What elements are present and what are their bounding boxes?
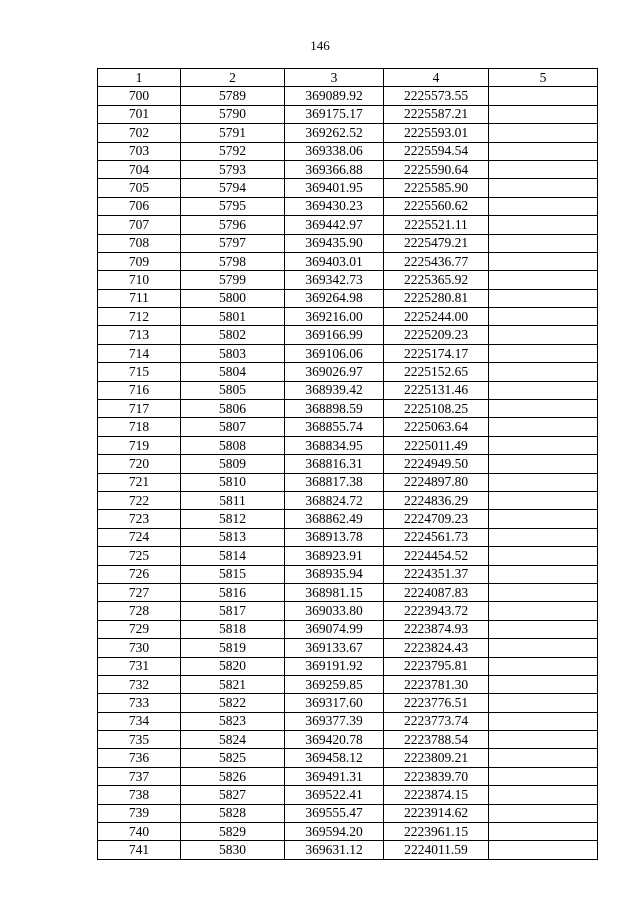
table-cell-col-4: 2225209.23 — [384, 326, 489, 344]
table-row — [98, 216, 598, 234]
table-cell-col-5 — [489, 308, 598, 326]
table-cell-col-2: 5817 — [181, 602, 285, 620]
table-row — [98, 565, 598, 583]
table-cell-col-5 — [489, 547, 598, 565]
table-cell-col-2: 5820 — [181, 657, 285, 675]
table-body — [98, 87, 598, 859]
table-cell-col-3: 369033.80 — [285, 602, 384, 620]
table-cell-col-4: 2224011.59 — [384, 841, 489, 859]
table-cell-col-5 — [489, 363, 598, 381]
table-cell-col-1: 737 — [98, 767, 181, 785]
table-cell-col-1: 717 — [98, 400, 181, 418]
table-cell-col-3: 369089.92 — [285, 87, 384, 105]
table-row — [98, 271, 598, 289]
table-row — [98, 326, 598, 344]
table-cell-col-5 — [489, 455, 598, 473]
table-cell-col-5 — [489, 252, 598, 270]
table-row — [98, 786, 598, 804]
table-cell-col-3: 369026.97 — [285, 363, 384, 381]
table-cell-col-5 — [489, 289, 598, 307]
table-cell-col-3: 369106.06 — [285, 344, 384, 362]
table-cell-col-5 — [489, 344, 598, 362]
table-cell-col-4: 2224836.29 — [384, 491, 489, 509]
table-cell-col-4: 2225594.54 — [384, 142, 489, 160]
table-cell-col-1: 739 — [98, 804, 181, 822]
table-cell-col-2: 5830 — [181, 841, 285, 859]
column-header-3: 3 — [285, 69, 384, 87]
table-cell-col-5 — [489, 234, 598, 252]
table-row — [98, 289, 598, 307]
table-cell-col-2: 5801 — [181, 308, 285, 326]
table-row — [98, 436, 598, 454]
table-cell-col-5 — [489, 749, 598, 767]
table-cell-col-2: 5821 — [181, 675, 285, 693]
table-cell-col-2: 5816 — [181, 583, 285, 601]
table-cell-col-3: 368981.15 — [285, 583, 384, 601]
table-cell-col-4: 2225174.17 — [384, 344, 489, 362]
table-cell-col-2: 5792 — [181, 142, 285, 160]
table-cell-col-5 — [489, 767, 598, 785]
table-row — [98, 105, 598, 123]
table-row — [98, 731, 598, 749]
table-cell-col-2: 5807 — [181, 418, 285, 436]
table-cell-col-1: 716 — [98, 381, 181, 399]
table-cell-col-5 — [489, 675, 598, 693]
table-cell-col-3: 368913.78 — [285, 528, 384, 546]
table-cell-col-2: 5796 — [181, 216, 285, 234]
table-cell-col-3: 369191.92 — [285, 657, 384, 675]
table-row — [98, 252, 598, 270]
table-cell-col-4: 2224087.83 — [384, 583, 489, 601]
table-cell-col-5 — [489, 142, 598, 160]
table-cell-col-4: 2225436.77 — [384, 252, 489, 270]
table-cell-col-1: 728 — [98, 602, 181, 620]
table-cell-col-5 — [489, 694, 598, 712]
table-cell-col-2: 5804 — [181, 363, 285, 381]
table-cell-col-1: 714 — [98, 344, 181, 362]
table-cell-col-5 — [489, 583, 598, 601]
table-cell-col-3: 368816.31 — [285, 455, 384, 473]
table-cell-col-4: 2225011.49 — [384, 436, 489, 454]
table-cell-col-2: 5826 — [181, 767, 285, 785]
table-cell-col-1: 729 — [98, 620, 181, 638]
table-cell-col-2: 5818 — [181, 620, 285, 638]
table-cell-col-2: 5791 — [181, 124, 285, 142]
table-row — [98, 675, 598, 693]
table-cell-col-2: 5799 — [181, 271, 285, 289]
table-cell-col-4: 2225521.11 — [384, 216, 489, 234]
table-cell-col-2: 5789 — [181, 87, 285, 105]
table-cell-col-1: 734 — [98, 712, 181, 730]
table-cell-col-4: 2224949.50 — [384, 455, 489, 473]
table-cell-col-5 — [489, 105, 598, 123]
table-cell-col-4: 2225590.64 — [384, 160, 489, 178]
table-cell-col-5 — [489, 528, 598, 546]
table-cell-col-5 — [489, 87, 598, 105]
table-cell-col-4: 2223914.62 — [384, 804, 489, 822]
table-cell-col-1: 725 — [98, 547, 181, 565]
table-cell-col-5 — [489, 400, 598, 418]
table-cell-col-4: 2223943.72 — [384, 602, 489, 620]
table-cell-col-4: 2225593.01 — [384, 124, 489, 142]
table-cell-col-3: 369420.78 — [285, 731, 384, 749]
table-cell-col-3: 369259.85 — [285, 675, 384, 693]
table-cell-col-3: 369403.01 — [285, 252, 384, 270]
column-header-5: 5 — [489, 69, 598, 87]
table-cell-col-3: 368824.72 — [285, 491, 384, 509]
table-cell-col-1: 706 — [98, 197, 181, 215]
table-cell-col-2: 5800 — [181, 289, 285, 307]
table-cell-col-2: 5824 — [181, 731, 285, 749]
table-cell-col-3: 369430.23 — [285, 197, 384, 215]
table-cell-col-5 — [489, 786, 598, 804]
table-cell-col-3: 368817.38 — [285, 473, 384, 491]
table-cell-col-3: 369522.41 — [285, 786, 384, 804]
table-cell-col-2: 5795 — [181, 197, 285, 215]
table-cell-col-5 — [489, 731, 598, 749]
table-cell-col-1: 718 — [98, 418, 181, 436]
table-row — [98, 308, 598, 326]
table-cell-col-4: 2225585.90 — [384, 179, 489, 197]
table-row — [98, 804, 598, 822]
table-row — [98, 455, 598, 473]
table-cell-col-2: 5827 — [181, 786, 285, 804]
table-row — [98, 639, 598, 657]
table-cell-col-3: 369264.98 — [285, 289, 384, 307]
table-cell-col-5 — [489, 804, 598, 822]
table-cell-col-4: 2225573.55 — [384, 87, 489, 105]
table-row — [98, 602, 598, 620]
table-cell-col-4: 2225131.46 — [384, 381, 489, 399]
table-cell-col-4: 2223773.74 — [384, 712, 489, 730]
table-row — [98, 491, 598, 509]
table-row — [98, 547, 598, 565]
table-cell-col-1: 730 — [98, 639, 181, 657]
table-cell-col-1: 721 — [98, 473, 181, 491]
table-cell-col-2: 5819 — [181, 639, 285, 657]
table-cell-col-5 — [489, 216, 598, 234]
table-cell-col-4: 2225280.81 — [384, 289, 489, 307]
table-cell-col-5 — [489, 657, 598, 675]
table-cell-col-3: 369377.39 — [285, 712, 384, 730]
table-cell-col-2: 5829 — [181, 823, 285, 841]
table-cell-col-4: 2223781.30 — [384, 675, 489, 693]
table-cell-col-1: 722 — [98, 491, 181, 509]
table-cell-col-3: 369216.00 — [285, 308, 384, 326]
table-row — [98, 142, 598, 160]
table-cell-col-4: 2223874.15 — [384, 786, 489, 804]
table-row — [98, 694, 598, 712]
table-cell-col-4: 2224709.23 — [384, 510, 489, 528]
table-row — [98, 841, 598, 859]
table-cell-col-3: 369175.17 — [285, 105, 384, 123]
table-cell-col-5 — [489, 565, 598, 583]
table-cell-col-4: 2223809.21 — [384, 749, 489, 767]
table-cell-col-3: 369262.52 — [285, 124, 384, 142]
table-cell-col-3: 368923.91 — [285, 547, 384, 565]
table-cell-col-5 — [489, 160, 598, 178]
table-cell-col-3: 369458.12 — [285, 749, 384, 767]
table-cell-col-4: 2224454.52 — [384, 547, 489, 565]
table-cell-col-3: 369317.60 — [285, 694, 384, 712]
table-cell-col-2: 5822 — [181, 694, 285, 712]
table-cell-col-3: 368939.42 — [285, 381, 384, 399]
table-cell-col-2: 5813 — [181, 528, 285, 546]
table-cell-col-1: 700 — [98, 87, 181, 105]
table-cell-col-4: 2223776.51 — [384, 694, 489, 712]
table-cell-col-1: 731 — [98, 657, 181, 675]
table-cell-col-2: 5810 — [181, 473, 285, 491]
table-row — [98, 381, 598, 399]
table-cell-col-5 — [489, 639, 598, 657]
table-cell-col-5 — [489, 620, 598, 638]
table-cell-col-2: 5802 — [181, 326, 285, 344]
table-cell-col-5 — [489, 197, 598, 215]
table-cell-col-3: 369442.97 — [285, 216, 384, 234]
table-cell-col-1: 713 — [98, 326, 181, 344]
table-cell-col-3: 369074.99 — [285, 620, 384, 638]
table-cell-col-5 — [489, 602, 598, 620]
table-cell-col-4: 2223874.93 — [384, 620, 489, 638]
table-cell-col-1: 723 — [98, 510, 181, 528]
table-cell-col-2: 5814 — [181, 547, 285, 565]
table-row — [98, 363, 598, 381]
table-cell-col-1: 740 — [98, 823, 181, 841]
table-cell-col-2: 5790 — [181, 105, 285, 123]
table-cell-col-1: 732 — [98, 675, 181, 693]
table-row — [98, 400, 598, 418]
table-cell-col-3: 369166.99 — [285, 326, 384, 344]
table-cell-col-1: 709 — [98, 252, 181, 270]
table-row — [98, 124, 598, 142]
table-row — [98, 160, 598, 178]
table-cell-col-3: 369338.06 — [285, 142, 384, 160]
table-cell-col-1: 735 — [98, 731, 181, 749]
table-cell-col-4: 2223824.43 — [384, 639, 489, 657]
coordinates-table — [97, 68, 598, 860]
table-row — [98, 749, 598, 767]
table-cell-col-3: 368898.59 — [285, 400, 384, 418]
table-row — [98, 657, 598, 675]
table-cell-col-5 — [489, 179, 598, 197]
table-row — [98, 344, 598, 362]
table-cell-col-3: 369435.90 — [285, 234, 384, 252]
table-cell-col-1: 712 — [98, 308, 181, 326]
table-cell-col-5 — [489, 823, 598, 841]
table-cell-col-3: 369401.95 — [285, 179, 384, 197]
table-row — [98, 823, 598, 841]
table-cell-col-2: 5805 — [181, 381, 285, 399]
table-row — [98, 620, 598, 638]
table-cell-col-4: 2224897.80 — [384, 473, 489, 491]
table-cell-col-5 — [489, 473, 598, 491]
table-cell-col-4: 2225152.65 — [384, 363, 489, 381]
table-cell-col-1: 710 — [98, 271, 181, 289]
table-cell-col-4: 2225479.21 — [384, 234, 489, 252]
table-cell-col-3: 369366.88 — [285, 160, 384, 178]
table-cell-col-2: 5812 — [181, 510, 285, 528]
table-row — [98, 712, 598, 730]
table-cell-col-3: 369133.67 — [285, 639, 384, 657]
table-cell-col-2: 5797 — [181, 234, 285, 252]
table-cell-col-2: 5794 — [181, 179, 285, 197]
table-cell-col-1: 727 — [98, 583, 181, 601]
table-row — [98, 179, 598, 197]
table-row — [98, 418, 598, 436]
table-cell-col-5 — [489, 712, 598, 730]
table-cell-col-5 — [489, 436, 598, 454]
table-row — [98, 528, 598, 546]
table-row — [98, 197, 598, 215]
table-cell-col-1: 704 — [98, 160, 181, 178]
table-cell-col-1: 701 — [98, 105, 181, 123]
table-cell-col-4: 2223795.81 — [384, 657, 489, 675]
table-cell-col-5 — [489, 271, 598, 289]
table-cell-col-5 — [489, 326, 598, 344]
table-cell-col-4: 2224561.73 — [384, 528, 489, 546]
table-cell-col-5 — [489, 124, 598, 142]
table-cell-col-5 — [489, 510, 598, 528]
table-cell-col-1: 715 — [98, 363, 181, 381]
table-cell-col-4: 2223961.15 — [384, 823, 489, 841]
table-cell-col-3: 369491.31 — [285, 767, 384, 785]
table-row — [98, 767, 598, 785]
table-cell-col-4: 2225244.00 — [384, 308, 489, 326]
table-cell-col-1: 736 — [98, 749, 181, 767]
table-cell-col-1: 703 — [98, 142, 181, 160]
table-cell-col-2: 5825 — [181, 749, 285, 767]
table-cell-col-1: 707 — [98, 216, 181, 234]
table-row — [98, 510, 598, 528]
table-cell-col-1: 741 — [98, 841, 181, 859]
table-cell-col-2: 5811 — [181, 491, 285, 509]
column-header-4: 4 — [384, 69, 489, 87]
table-cell-col-4: 2224351.37 — [384, 565, 489, 583]
table-cell-col-5 — [489, 381, 598, 399]
table-cell-col-2: 5803 — [181, 344, 285, 362]
table-cell-col-3: 369631.12 — [285, 841, 384, 859]
table-cell-col-2: 5808 — [181, 436, 285, 454]
table-cell-col-5 — [489, 491, 598, 509]
table-cell-col-1: 720 — [98, 455, 181, 473]
table-cell-col-4: 2223839.70 — [384, 767, 489, 785]
table-cell-col-3: 368935.94 — [285, 565, 384, 583]
table-row — [98, 583, 598, 601]
page-number: 146 — [310, 38, 330, 53]
table-cell-col-2: 5793 — [181, 160, 285, 178]
table-row — [98, 234, 598, 252]
table-cell-col-1: 705 — [98, 179, 181, 197]
table-cell-col-4: 2225587.21 — [384, 105, 489, 123]
table-cell-col-3: 369555.47 — [285, 804, 384, 822]
table-cell-col-1: 708 — [98, 234, 181, 252]
table-cell-col-1: 738 — [98, 786, 181, 804]
table-cell-col-3: 369594.20 — [285, 823, 384, 841]
table-cell-col-3: 368834.95 — [285, 436, 384, 454]
table-cell-col-4: 2223788.54 — [384, 731, 489, 749]
table-cell-col-1: 726 — [98, 565, 181, 583]
table-cell-col-2: 5823 — [181, 712, 285, 730]
table-cell-col-5 — [489, 841, 598, 859]
table-row — [98, 473, 598, 491]
table-cell-col-2: 5798 — [181, 252, 285, 270]
table-cell-col-3: 368855.74 — [285, 418, 384, 436]
table-row — [98, 87, 598, 105]
table-cell-col-1: 719 — [98, 436, 181, 454]
column-header-2: 2 — [181, 69, 285, 87]
table-cell-col-2: 5809 — [181, 455, 285, 473]
table-cell-col-4: 2225108.25 — [384, 400, 489, 418]
table-cell-col-1: 733 — [98, 694, 181, 712]
table-cell-col-5 — [489, 418, 598, 436]
table-cell-col-2: 5828 — [181, 804, 285, 822]
table-cell-col-1: 711 — [98, 289, 181, 307]
table-cell-col-1: 702 — [98, 124, 181, 142]
table-cell-col-4: 2225365.92 — [384, 271, 489, 289]
column-header-1: 1 — [98, 69, 181, 87]
table-cell-col-2: 5806 — [181, 400, 285, 418]
table-header-row — [98, 69, 598, 87]
table-cell-col-3: 368862.49 — [285, 510, 384, 528]
table-cell-col-4: 2225063.64 — [384, 418, 489, 436]
table-cell-col-1: 724 — [98, 528, 181, 546]
table-cell-col-2: 5815 — [181, 565, 285, 583]
table-cell-col-3: 369342.73 — [285, 271, 384, 289]
table-cell-col-4: 2225560.62 — [384, 197, 489, 215]
